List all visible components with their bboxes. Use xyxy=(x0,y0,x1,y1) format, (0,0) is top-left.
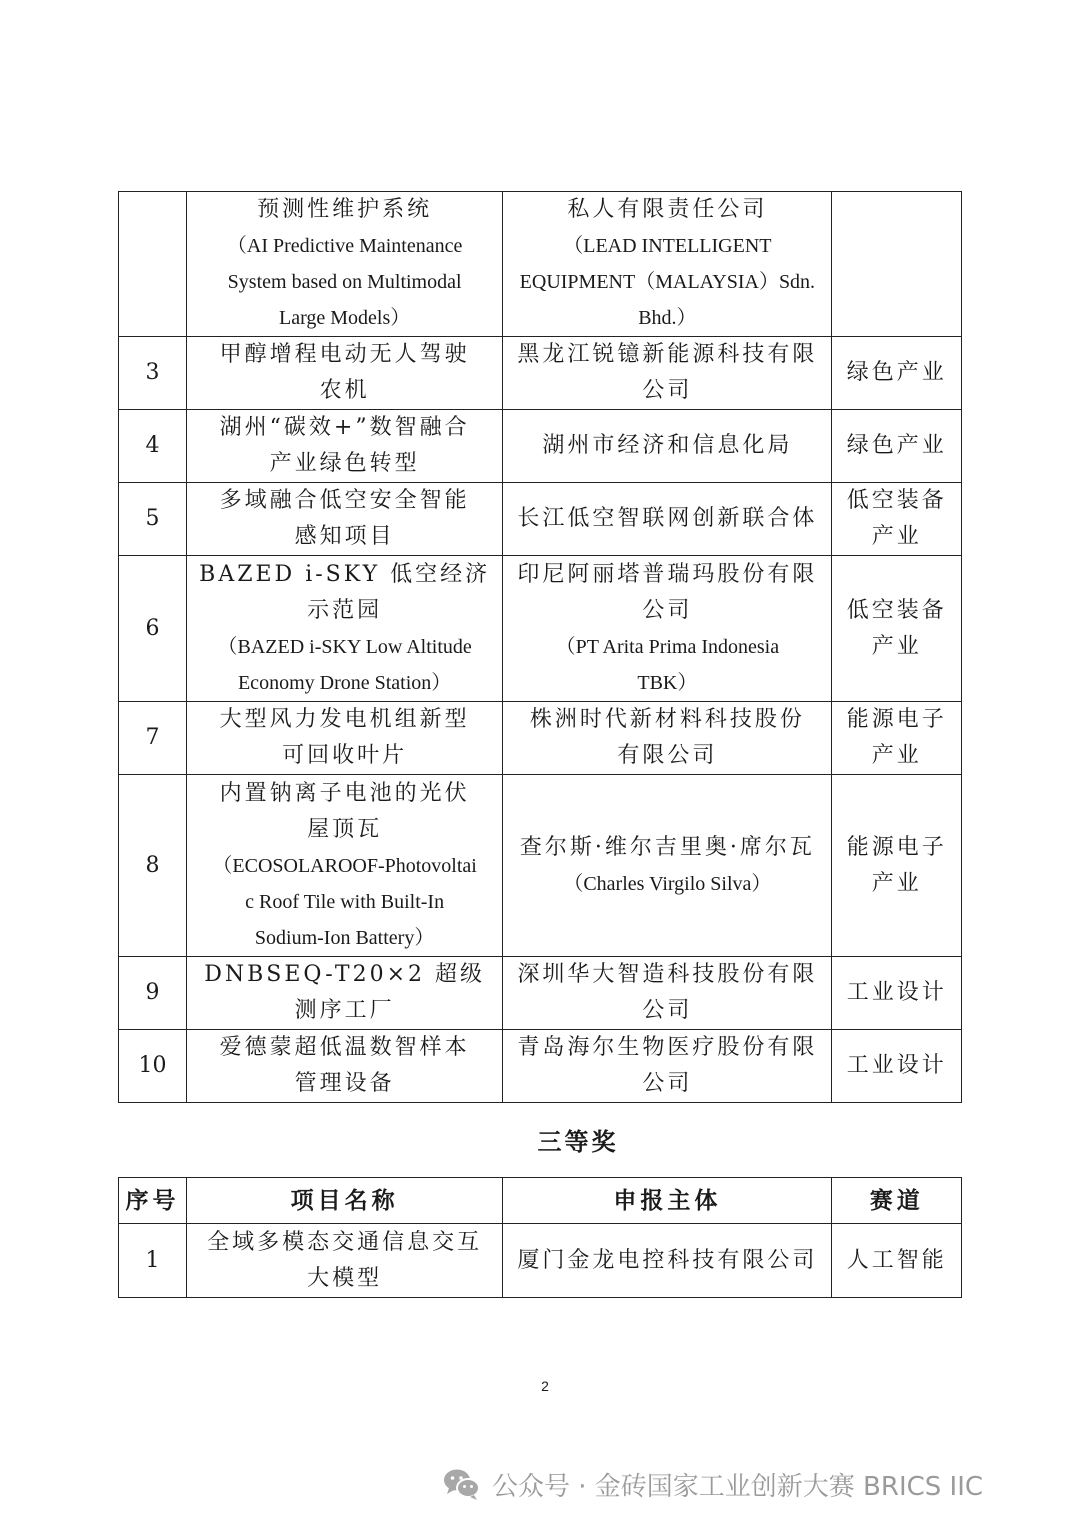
cell-applicant xyxy=(503,1224,832,1298)
page-number: 2 xyxy=(541,1378,549,1394)
project-name-line: 湖州“碳效+”数智融合 xyxy=(219,415,470,440)
cell-track xyxy=(832,957,962,1030)
applicant-en-line: Bhd.） xyxy=(638,307,697,329)
cell-project-name xyxy=(186,337,502,410)
track-line: 工业设计 xyxy=(846,980,947,1005)
applicant-line: 公司 xyxy=(642,1071,693,1096)
track-line: 能源电子 xyxy=(846,707,947,732)
table-row xyxy=(119,1224,962,1298)
table-row xyxy=(119,556,962,702)
applicant-line: 私人有限责任公司 xyxy=(567,197,768,222)
cell-no: 5 xyxy=(119,483,187,556)
project-name-en-line: Sodium-Ion Battery） xyxy=(254,926,435,949)
applicant-line: 深圳华大智造科技股份有限 xyxy=(517,962,818,987)
cell-project-name xyxy=(186,410,502,483)
project-name-line: 屋顶瓦 xyxy=(307,816,383,842)
project-name-en-line: System based on Multimodal xyxy=(227,271,462,293)
project-name-line: 产业绿色转型 xyxy=(269,451,420,476)
project-name-line: 全域多模态交通信息交互 xyxy=(207,1229,483,1255)
header-project-name: 项目名称 xyxy=(186,1178,502,1224)
applicant-line: 有限公司 xyxy=(617,743,718,768)
cell-track xyxy=(832,775,962,957)
project-name-line: 多域融合低空安全智能 xyxy=(219,488,470,513)
cell-track xyxy=(832,192,962,337)
project-name-en-line: （BAZED i-SKY Low Altitude xyxy=(217,635,472,658)
applicant-en-line: （LEAD INTELLIGENT xyxy=(563,235,772,257)
table-row xyxy=(119,702,962,775)
project-name-line: 管理设备 xyxy=(294,1071,395,1096)
project-name-line: 可回收叶片 xyxy=(282,743,408,768)
watermark xyxy=(442,1462,983,1506)
watermark-text: 公众号 · 金砖国家工业创新大赛 BRICS IIC xyxy=(492,1471,984,1502)
cell-no: 4 xyxy=(119,410,187,483)
cell-project-name xyxy=(186,192,502,337)
cell-project-name xyxy=(186,1224,502,1298)
cell-track xyxy=(832,410,962,483)
project-name-line: DNBSEQ-T20×2 超级 xyxy=(204,962,486,987)
applicant-en-line: （Charles Virgilo Silva） xyxy=(563,872,772,895)
project-name-line: 预测性维护系统 xyxy=(257,197,433,222)
applicant-line: 长江低空智联网创新联合体 xyxy=(517,506,818,531)
project-name-en-line: Large Models） xyxy=(278,307,411,329)
track-line: 产业 xyxy=(871,633,922,659)
cell-applicant xyxy=(503,483,832,556)
wechat-icon xyxy=(442,1467,482,1501)
cell-track xyxy=(832,1030,962,1103)
table-row xyxy=(119,957,962,1030)
cell-track xyxy=(832,556,962,702)
third-prize-table-body xyxy=(119,1224,962,1298)
cell-track xyxy=(832,337,962,410)
cell-no: 3 xyxy=(119,337,187,410)
cell-applicant xyxy=(503,410,832,483)
header-no: 序号 xyxy=(119,1178,187,1224)
project-name-en-line: （ECOSOLAROOF-Photovoltai xyxy=(212,854,477,877)
applicant-en-line: （PT Arita Prima Indonesia xyxy=(555,635,780,658)
cell-project-name xyxy=(186,702,502,775)
cell-project-name xyxy=(186,775,502,957)
header-applicant: 申报主体 xyxy=(503,1178,832,1224)
cell-track xyxy=(832,702,962,775)
cell-project-name xyxy=(186,556,502,702)
track-line: 产业 xyxy=(871,524,922,549)
track-line: 绿色产业 xyxy=(846,360,947,385)
cell-project-name xyxy=(186,483,502,556)
cell-track xyxy=(832,483,962,556)
cell-no: 9 xyxy=(119,957,187,1030)
cell-project-name xyxy=(186,957,502,1030)
table-row xyxy=(119,1030,962,1103)
cell-no: 10 xyxy=(119,1030,187,1103)
project-name-line: BAZED i-SKY 低空经济 xyxy=(199,561,491,587)
project-name-line: 示范园 xyxy=(307,597,383,623)
cell-no: 1 xyxy=(119,1224,187,1298)
project-name-en-line: c Roof Tile with Built-In xyxy=(245,890,445,913)
header-track: 赛道 xyxy=(832,1178,962,1224)
applicant-en-line: TBK） xyxy=(637,671,698,694)
applicant-line: 公司 xyxy=(642,597,693,623)
cell-applicant xyxy=(503,775,832,957)
cell-no xyxy=(119,192,187,337)
table-row xyxy=(119,775,962,957)
table-row xyxy=(119,410,962,483)
cell-no: 8 xyxy=(119,775,187,957)
awards-table-continued xyxy=(118,191,962,1103)
cell-project-name xyxy=(186,1030,502,1103)
cell-track xyxy=(832,1224,962,1298)
track-line: 能源电子 xyxy=(846,834,947,860)
table-row xyxy=(119,192,962,337)
section-title-third-prize: 三等奖 xyxy=(537,1127,619,1156)
track-line: 产业 xyxy=(871,870,922,896)
applicant-line: 湖州市经济和信息化局 xyxy=(542,433,793,458)
track-line: 绿色产业 xyxy=(846,433,947,458)
cell-no: 6 xyxy=(119,556,187,702)
project-name-line: 大型风力发电机组新型 xyxy=(219,707,470,732)
table-header-row xyxy=(119,1178,962,1224)
track-line: 人工智能 xyxy=(846,1247,947,1273)
applicant-line: 青岛海尔生物医疗股份有限 xyxy=(517,1035,818,1060)
project-name-line: 感知项目 xyxy=(294,524,395,549)
cell-applicant xyxy=(503,957,832,1030)
table-row xyxy=(119,337,962,410)
project-name-line: 大模型 xyxy=(307,1265,383,1291)
cell-applicant xyxy=(503,556,832,702)
applicant-line: 厦门金龙电控科技有限公司 xyxy=(517,1247,818,1273)
project-name-line: 内置钠离子电池的光伏 xyxy=(219,780,470,806)
table-row xyxy=(119,483,962,556)
applicant-line: 公司 xyxy=(642,378,693,403)
third-prize-table xyxy=(118,1177,962,1298)
track-line: 工业设计 xyxy=(846,1053,947,1078)
project-name-line: 农机 xyxy=(319,378,370,403)
applicant-line: 株洲时代新材料科技股份 xyxy=(529,707,805,732)
track-line: 低空装备 xyxy=(846,488,947,513)
project-name-en-line: Economy Drone Station） xyxy=(237,671,452,694)
project-name-en-line: （AI Predictive Maintenance xyxy=(226,235,463,257)
applicant-line: 查尔斯·维尔吉里奥·席尔瓦 xyxy=(519,834,815,860)
project-name-line: 爱德蒙超低温数智样本 xyxy=(219,1035,470,1060)
cell-no: 7 xyxy=(119,702,187,775)
applicant-en-line: EQUIPMENT（MALAYSIA）Sdn. xyxy=(519,271,816,293)
applicant-line: 公司 xyxy=(642,998,693,1023)
cell-applicant xyxy=(503,337,832,410)
track-line: 产业 xyxy=(871,743,922,768)
cell-applicant xyxy=(503,702,832,775)
awards-table-body xyxy=(119,192,962,1103)
cell-applicant xyxy=(503,192,832,337)
applicant-line: 黑龙江锐镱新能源科技有限 xyxy=(517,342,818,367)
applicant-line: 印尼阿丽塔普瑞玛股份有限 xyxy=(517,561,818,587)
project-name-line: 测序工厂 xyxy=(294,998,395,1023)
project-name-line: 甲醇增程电动无人驾驶 xyxy=(219,342,470,367)
cell-applicant xyxy=(503,1030,832,1103)
track-line: 低空装备 xyxy=(846,597,947,623)
